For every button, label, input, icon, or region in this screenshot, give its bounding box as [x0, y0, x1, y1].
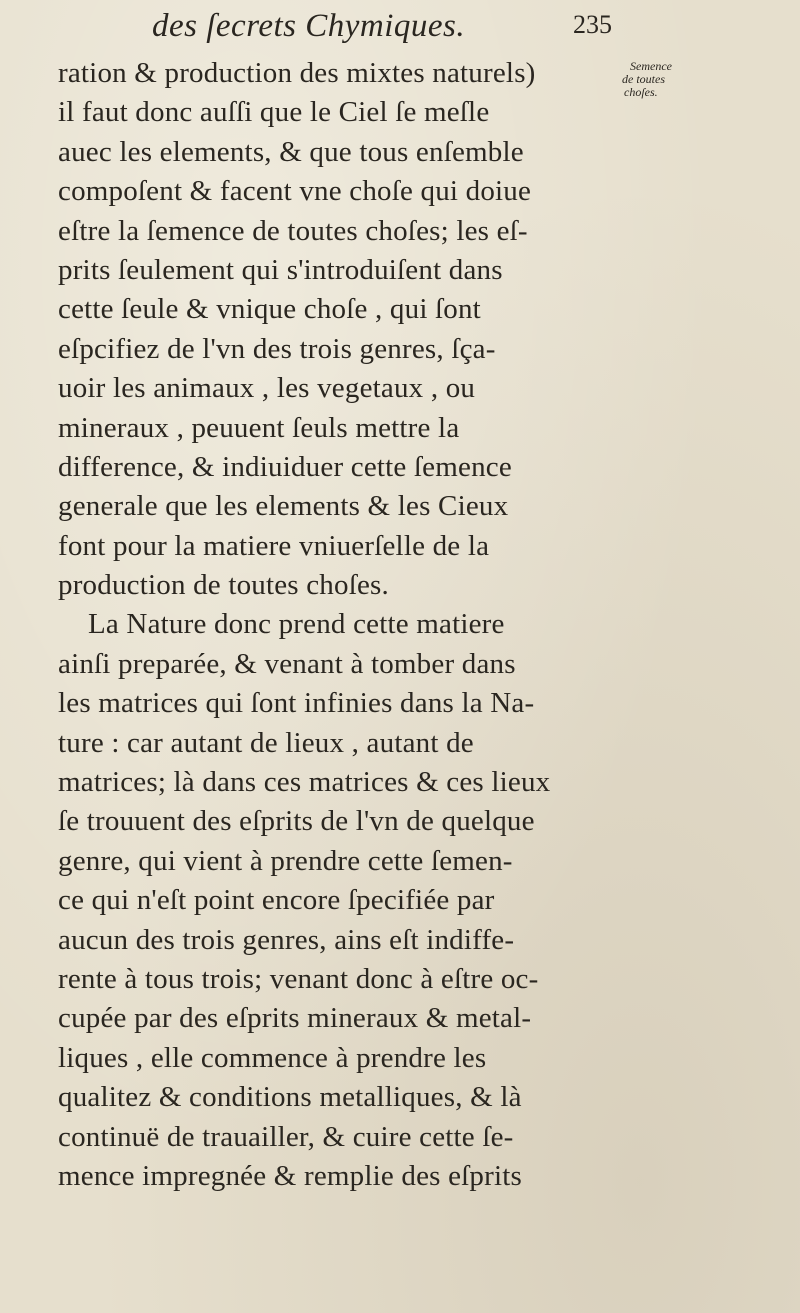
text-line: prits ſeulement qui s'introduiſent dans — [58, 253, 503, 286]
text-line: cette ſeule & vnique choſe , qui ſont — [58, 293, 481, 326]
text-line: compoſent & facent vne choſe qui doiue — [58, 175, 532, 208]
text-line: continuë de trauailler, & cuire cette ſe- — [58, 1120, 514, 1153]
text-line: genre, qui vient à prendre cette ſemen- — [58, 844, 513, 877]
margin-note — [622, 60, 714, 99]
text-line: liques , elle commence à prendre les — [58, 1041, 487, 1074]
text-line: il faut donc auſſi que le Ciel ſe meſle — [58, 96, 490, 129]
text-line: generale que les elements & les Cieux — [58, 490, 509, 523]
text-line: ture : car autant de lieux , autant de — [58, 726, 474, 759]
text-line: qualitez & conditions metalliques, & là — [58, 1081, 522, 1114]
text-line: ainſi preparée, & venant à tomber dans — [58, 647, 516, 680]
margin-note-line: Semence — [630, 59, 672, 73]
text-line: eſtre la ſemence de toutes choſes; les eſ- — [58, 214, 528, 247]
text-line: cupée par des eſprits mineraux & metal- — [58, 1002, 532, 1035]
page-number: 235 — [573, 10, 612, 39]
running-title: des ſecrets Chymiques. — [152, 8, 466, 44]
page-header — [152, 8, 612, 52]
text-line: difference, & indiuiduer cette ſemence — [58, 450, 512, 483]
text-line: aucun des trois genres, ains eſt indiffe- — [58, 923, 515, 956]
margin-note-line: de toutes — [622, 72, 665, 86]
text-line: ce qui n'eſt point encore ſpecifiée par — [58, 884, 495, 917]
text-line: ſe trouuent des eſprits de l'vn de quelque — [58, 805, 535, 838]
margin-note-line: choſes. — [624, 85, 658, 99]
text-line: font pour la matiere vniuerſelle de la — [58, 529, 490, 562]
text-line: rente à tous trois; venant donc à eſtre oc- — [58, 962, 539, 995]
text-line: auec les elements, & que tous enſemble — [58, 135, 524, 168]
text-line: matrices; là dans ces matrices & ces lieux — [58, 766, 551, 799]
text-line: eſpcifiez de l'vn des trois genres, ſça- — [58, 332, 496, 365]
text-line: production de toutes choſes. — [58, 569, 389, 602]
text-line: mineraux , peuuent ſeuls mettre la — [58, 411, 460, 444]
text-line: ration & production des mixtes naturels) — [58, 57, 536, 89]
paragraph-start-line: La Nature donc prend cette matiere — [88, 608, 505, 641]
text-line: les matrices qui ſont infinies dans la Na- — [58, 687, 535, 720]
text-line: uoir les animaux , les vegetaux , ou — [58, 372, 476, 405]
text-line: mence impregnée & remplie des eſprits — [58, 1159, 522, 1192]
body-text — [58, 54, 626, 1196]
